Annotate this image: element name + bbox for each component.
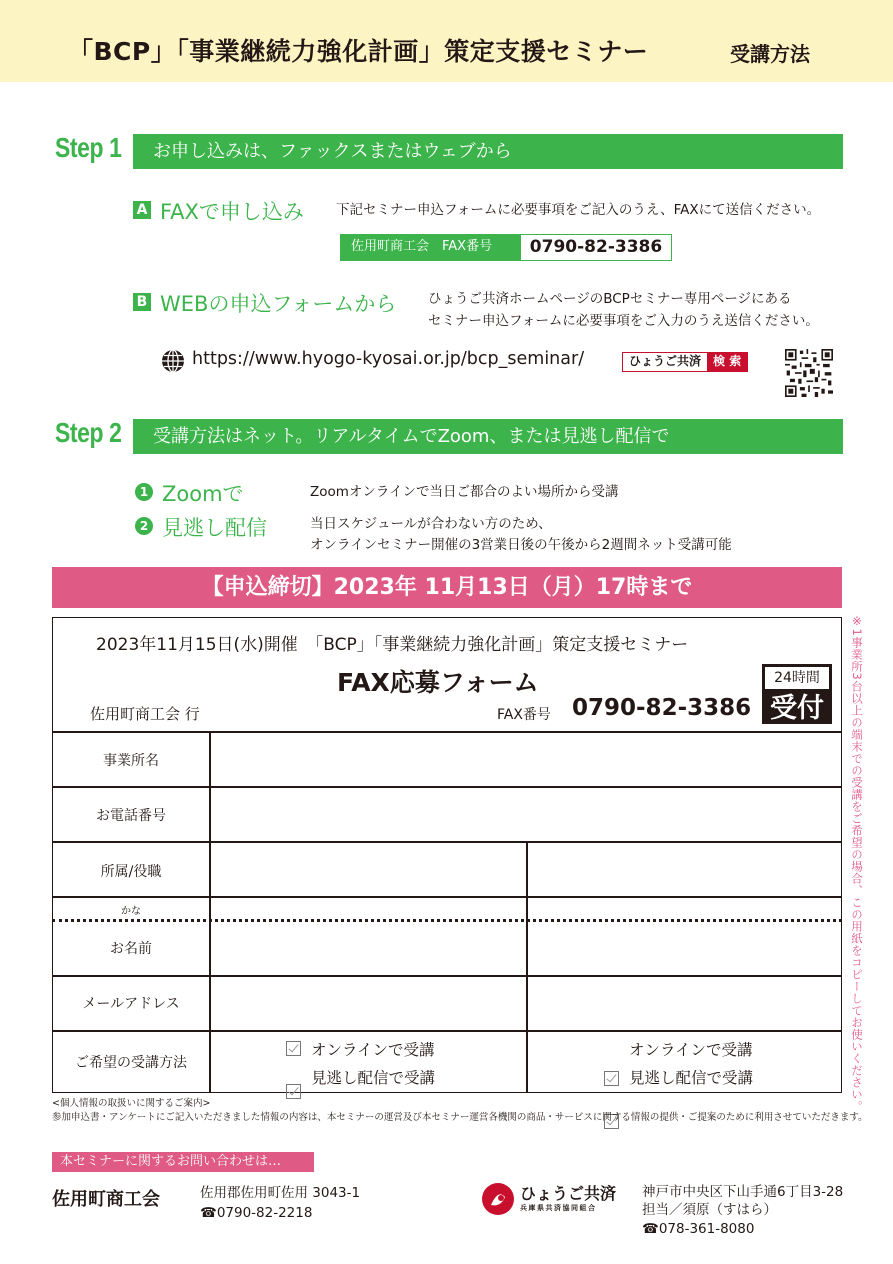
badge-top-text: 24時間 bbox=[764, 666, 830, 690]
item2-title: 見逃し配信 bbox=[162, 516, 267, 540]
org2-address: 神戸市中央区下山手通6丁目3-28 bbox=[642, 1184, 844, 1200]
option-a-title: FAXで申し込み bbox=[160, 200, 304, 224]
ondemand-option-label-2: 見逃し配信で受講 bbox=[629, 1069, 754, 1087]
search-box[interactable] bbox=[622, 352, 748, 372]
option-b-description-1: ひょうご共済ホームページのBCPセミナー専用ページにある bbox=[428, 291, 792, 307]
option-b-description-2: セミナー申込フォームに必要事項をご入力のうえ送信ください。 bbox=[428, 313, 819, 329]
globe-icon bbox=[161, 349, 185, 373]
form-fax-number: 0790-82-3386 bbox=[572, 695, 752, 721]
org2-subname: 兵庫県共済協同組合 bbox=[520, 1204, 597, 1212]
step2-label: Step 2 bbox=[55, 417, 122, 448]
business-name-field[interactable] bbox=[211, 733, 840, 785]
option-b-badge: B bbox=[133, 293, 151, 311]
row-label-business: 事業所名 bbox=[103, 753, 159, 769]
dept-field-1[interactable] bbox=[211, 843, 525, 895]
email-field-1[interactable] bbox=[211, 977, 525, 1029]
row-label-name: お名前 bbox=[110, 941, 152, 957]
phone-field[interactable] bbox=[211, 788, 840, 840]
step1-label: Step 1 bbox=[55, 132, 122, 163]
deadline-banner: 【申込締切】2023年 11月13日（月）17時まで bbox=[52, 567, 842, 608]
option-b-title: WEBの申込フォームから bbox=[160, 292, 397, 316]
item2-description-2: オンラインセミナー開催の3営業日後の午後から2週間ネット受講可能 bbox=[310, 537, 732, 553]
fax-number-label: 佐用町商工会 FAX番号 bbox=[341, 235, 521, 260]
item1-title: Zoomで bbox=[162, 482, 244, 506]
search-button[interactable]: 検 索 bbox=[707, 353, 747, 371]
search-keyword: ひょうご共済 bbox=[623, 353, 707, 371]
page-subtitle: 受講方法 bbox=[730, 42, 810, 66]
privacy-text: 参加申込書・アンケートにご記入いただきました情報の内容は、本セミナーの運営及び本セミナー運営各機関の商品・サービスに関する情報の提供・ご提案のために利用させていただきます。 bbox=[52, 1112, 868, 1123]
badge-bottom-text: 受付 bbox=[770, 693, 824, 724]
form-destination: 佐用町商工会 行 bbox=[90, 705, 200, 723]
org1-address: 佐用郡佐用町佐用 3043-1 bbox=[200, 1185, 361, 1201]
org2-phone: ☎078-361-8080 bbox=[642, 1221, 755, 1237]
privacy-title: <個人情報の取扱いに関するご案内> bbox=[52, 1098, 211, 1109]
online-option-label-1: オンラインで受講 bbox=[311, 1041, 435, 1059]
item2-description-1: 当日スケジュールが合わない方のため、 bbox=[310, 516, 552, 532]
org1-name: 佐用町商工会 bbox=[52, 1189, 160, 1210]
item2-number: 2 bbox=[135, 517, 153, 535]
kana-field-1[interactable] bbox=[211, 898, 525, 918]
online-checkbox-1[interactable] bbox=[286, 1041, 301, 1056]
form-event-line: 2023年11月15日(水)開催 「BCP」「事業継続力強化計画」策定支援セミナー bbox=[96, 635, 689, 655]
step1-bar: お申し込みは、ファックスまたはウェブから bbox=[133, 134, 843, 169]
online-option-label-2: オンラインで受講 bbox=[629, 1041, 753, 1059]
step2-bar: 受講方法はネット。リアルタイムでZoom、または見逃し配信で bbox=[133, 419, 843, 454]
kana-field-2[interactable] bbox=[528, 898, 840, 918]
row-label-phone: お電話番号 bbox=[96, 808, 166, 824]
item1-number: 1 bbox=[135, 483, 153, 501]
name-field-2[interactable] bbox=[528, 923, 840, 974]
page-title: 「BCP」「事業継続力強化計画」策定支援セミナー bbox=[68, 37, 649, 66]
item1-description: Zoomオンラインで当日ご都合のよい場所から受講 bbox=[310, 484, 619, 500]
org1-phone: ☎0790-82-2218 bbox=[200, 1205, 313, 1221]
org2-name: ひょうご共済 bbox=[520, 1184, 617, 1203]
row-label-dept: 所属/役職 bbox=[100, 864, 162, 880]
row-label-kana: かな bbox=[121, 906, 141, 917]
kana-divider bbox=[52, 919, 842, 922]
online-checkbox-2[interactable] bbox=[604, 1071, 619, 1086]
option-a-badge: A bbox=[133, 201, 151, 219]
name-field-1[interactable] bbox=[211, 923, 525, 974]
dept-field-2[interactable] bbox=[528, 843, 840, 895]
email-field-2[interactable] bbox=[528, 977, 840, 1029]
row-label-method: ご希望の受講方法 bbox=[75, 1055, 187, 1071]
qr-code-icon[interactable] bbox=[785, 349, 833, 397]
fax-number-box bbox=[340, 234, 672, 261]
org2-person: 担当／須原（すはら） bbox=[642, 1202, 777, 1218]
privacy-notice bbox=[52, 1097, 868, 1125]
copy-note: ※1事業所3台以上の端末での受講をご希望の場合、この用紙をコピーしてお使いください。 bbox=[850, 614, 864, 1113]
row-label-email: メールアドレス bbox=[82, 996, 180, 1012]
seminar-url[interactable]: https://www.hyogo-kyosai.or.jp/bcp_seminar/ bbox=[192, 349, 585, 369]
fax-number-value: 0790-82-3386 bbox=[529, 237, 663, 257]
option-a-description: 下記セミナー申込フォームに必要事項をご記入のうえ、FAXにて送信ください。 bbox=[336, 202, 821, 218]
form-fax-label: FAX番号 bbox=[497, 707, 551, 723]
ondemand-option-label-1: 見逃し配信で受講 bbox=[311, 1069, 436, 1087]
table-divider bbox=[52, 1030, 842, 1032]
24h-badge bbox=[762, 664, 832, 724]
contact-bar: 本セミナーに関するお問い合わせは… bbox=[52, 1152, 314, 1172]
form-title: FAX応募フォーム bbox=[337, 668, 539, 697]
hyogo-kyosai-logo-icon bbox=[482, 1183, 514, 1215]
